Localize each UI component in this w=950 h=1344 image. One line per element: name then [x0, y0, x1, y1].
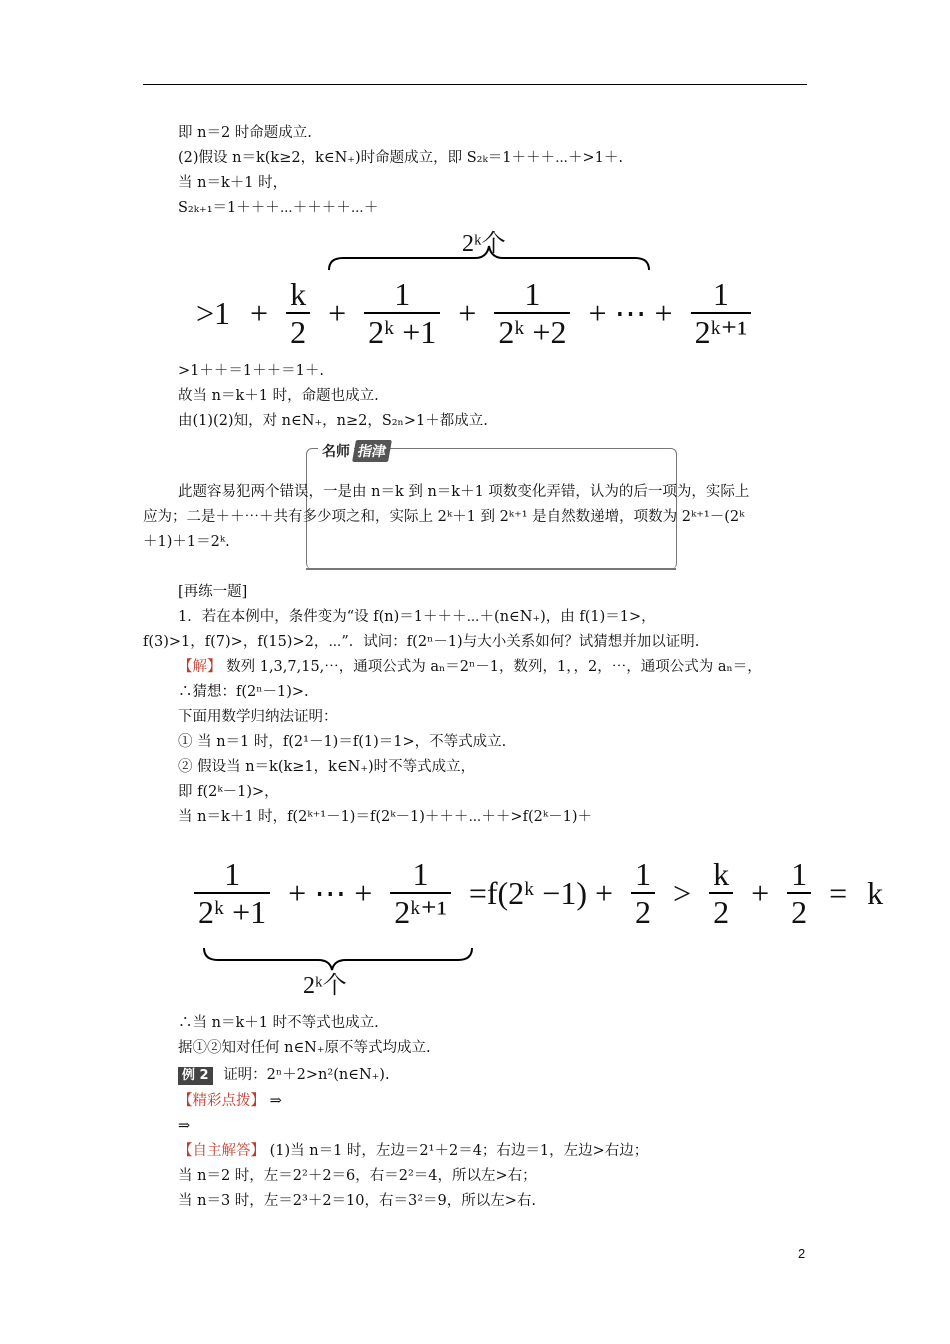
text-line — [178, 1066, 390, 1085]
math-term: k — [867, 875, 884, 911]
fraction: $\frac{1}{2}$ — [631, 856, 655, 930]
math-op: + ⋯ + — [588, 295, 673, 331]
text-line: 由(1)(2)知，对 n∈N₊，n≥2，S₂ₙ>1＋都成立. — [178, 413, 488, 429]
text-line: ① 当 n＝1 时，f(2¹－1)＝f(1)＝1>，不等式成立. — [178, 734, 507, 750]
text-line: 故当 n＝k＋1 时，命题也成立. — [178, 388, 379, 404]
fraction: $\frac{1}{\text{2ᵏ⁺¹}}$ — [691, 276, 752, 350]
fraction: $\frac{k}{2}$ — [709, 856, 733, 930]
text-line: 当 n＝k＋1 时，f(2ᵏ⁺¹－1)＝f(2ᵏ－1)＋＋＋⋯＋＋>f(2ᵏ－1)＋ — [178, 809, 592, 825]
math-op: + ⋯ + — [288, 875, 373, 911]
math-row-2 — [190, 856, 889, 930]
fraction: $\frac{1}{2}$ — [787, 856, 811, 930]
text-line: >1＋＋＝1＋＋＝1＋. — [178, 363, 324, 379]
hint-tag: 【精彩点拨】 — [178, 1093, 265, 1109]
fraction: $\frac{1}{\text{2ᵏ⁺¹}}$ — [390, 856, 451, 930]
math-term: =f(2ᵏ −1) + — [468, 875, 614, 911]
header-rule — [143, 84, 807, 85]
text-line — [178, 1142, 648, 1160]
text-line — [178, 1092, 282, 1110]
text-line: 据①②知对任何 n∈N₊原不等式均成立. — [178, 1040, 431, 1056]
text-line: (2)假设 n＝k(k≥2，k∈N₊)时命题成立，即 S₂ₖ＝1＋＋＋⋯＋>1＋. — [178, 150, 624, 166]
teacher-note-bottom — [306, 568, 676, 570]
math-op: + — [328, 295, 347, 331]
math-op: + — [250, 295, 269, 331]
text-line: [再练一题] — [178, 584, 248, 600]
example-badge: 例 2 — [178, 1067, 213, 1085]
math-op: > — [673, 875, 692, 911]
text-span: (1)当 n＝1 时，左边＝2¹＋2＝4；右边＝1，左边>右边； — [269, 1143, 649, 1159]
text-line: S₂ₖ₊₁＝1＋＋＋⋯＋＋＋＋⋯＋ — [178, 200, 379, 216]
math-op: = — [829, 875, 848, 911]
text-span: ⇒ — [269, 1093, 282, 1109]
text-line: 即 n＝2 时命题成立. — [178, 125, 312, 141]
text-line: ∴猜想：f(2ⁿ－1)>. — [178, 684, 309, 700]
fraction: $\frac{1}{\text{2ᵏ +1}}$ — [364, 276, 440, 350]
answer-tag: 【解】 — [178, 659, 222, 675]
math-op: + — [751, 875, 770, 911]
fraction: $\frac{1}{\text{2ᵏ +2}}$ — [494, 276, 570, 350]
text-line: ② 假设当 n＝k(k≥1，k∈N₊)时不等式成立， — [178, 759, 476, 775]
text-line: 当 n＝k＋1 时， — [178, 175, 288, 191]
text-span: 证明：2ⁿ＋2>n²(n∈N₊). — [223, 1067, 390, 1083]
text-line: 应为；二是＋＋⋯＋共有多少项之和，实际上 2ᵏ＋1 到 2ᵏ⁺¹ 是自然数递增，项数为 2ᵏ⁺¹－(2ᵏ — [143, 509, 745, 525]
math-op: + — [458, 295, 477, 331]
fraction: $\frac{k}{2}$ — [286, 276, 310, 350]
text-line: 下面用数学归纳法证明： — [178, 709, 338, 725]
text-line: 当 n＝3 时，左＝2³＋2＝10，右＝3²＝9，所以左>右. — [178, 1193, 537, 1209]
text-line: 此题容易犯两个错误，一是由 n＝k 到 n＝k＋1 项数变化弄错，认为的后一项为，实际上 — [178, 484, 750, 500]
page-number: 2 — [798, 1246, 806, 1261]
brace-label: 2ᵏ个 — [303, 973, 347, 999]
fraction: $\frac{1}{\text{2ᵏ +1}}$ — [194, 856, 270, 930]
text-line: f(3)>1，f(7)>，f(15)>2，⋯”．试问：f(2ⁿ－1)与大小关系如何？试猜想并加以证明. — [143, 634, 700, 650]
text-line: ＋1)＋1＝2ᵏ. — [143, 534, 230, 550]
text-line: 1．若在本例中，条件变为“设 f(n)＝1＋＋＋⋯＋(n∈N₊)，由 f(1)＝1>， — [178, 609, 656, 625]
teacher-note-badge: 名师 指津 — [318, 440, 390, 462]
text-line: ∴当 n＝k＋1 时不等式也成立. — [178, 1015, 379, 1031]
solution-tag: 【自主解答】 — [178, 1143, 265, 1159]
math-term: >1 — [196, 295, 231, 331]
text-line — [178, 658, 762, 676]
brace-label: 2ᵏ个 — [462, 231, 506, 257]
text-line: 即 f(2ᵏ－1)>， — [178, 784, 279, 800]
text-line: ⇒ — [178, 1118, 191, 1134]
text-span: 数列 1,3,7,15,⋯，通项公式为 aₙ＝2ⁿ－1，数列，1，，2，⋯，通项公式为 aₙ＝， — [226, 659, 762, 675]
math-row-1 — [190, 276, 755, 350]
text-line: 当 n＝2 时，左＝2²＋2＝6，右＝2²＝4，所以左>右； — [178, 1168, 537, 1184]
